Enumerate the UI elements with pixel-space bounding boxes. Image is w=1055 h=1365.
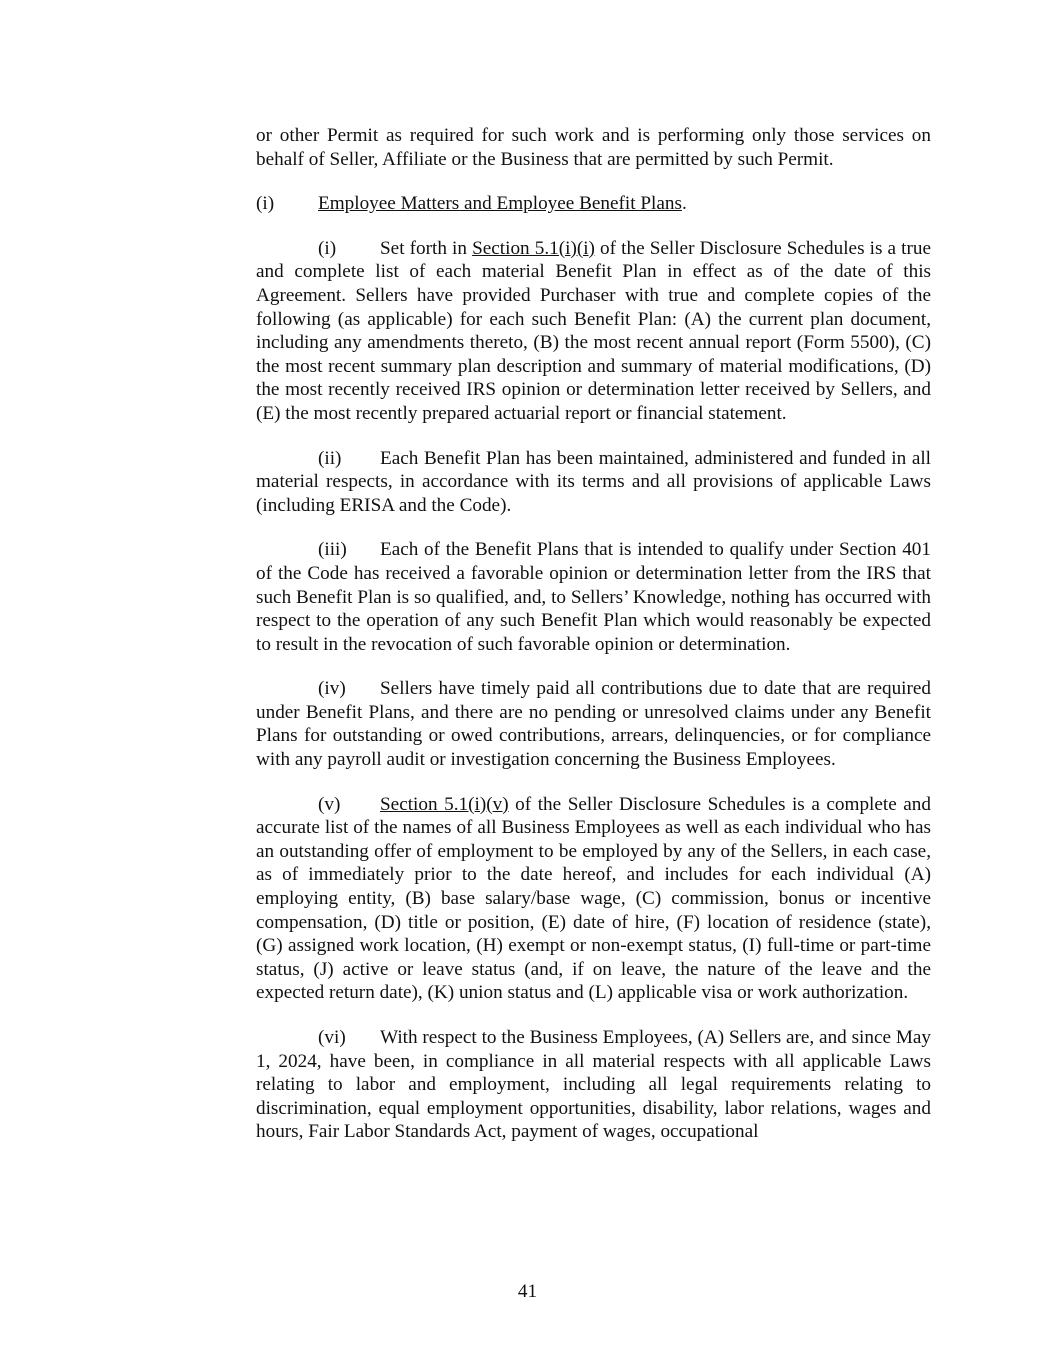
paragraph-ii-label: (ii) — [318, 447, 342, 469]
paragraph-i-text: of the Seller Disclosure Schedules is a true and complete list of each material Benefit Plan in effect as of the date of this Agreement. Sellers have provided Purchaser with true and complete copies of the following (as applicable) for each such Benefit Plan: (A) the current plan document, including any amendments thereto, (B) the most recent annual report (Form 5500), (C) the most recent summary plan description and summary of material modifications, (D) the most recently received IRS opinion or determination letter received by Sellers, and (E) the most recently prepared actuarial report or financial statement. — [256, 237, 932, 424]
paragraph-vi-label: (vi) — [318, 1027, 346, 1048]
paragraph-iii-label: (iii) — [318, 539, 347, 561]
paragraph-iii — [256, 538, 931, 656]
paragraph-i-label: (i) — [318, 237, 337, 259]
page-number: 41 — [517, 1281, 538, 1302]
paragraph-iv — [256, 677, 931, 771]
section-reference-link: Section 5.1(i)(i) — [472, 237, 595, 259]
section-heading — [256, 192, 931, 216]
paragraph-iv-label: (iv) — [318, 678, 346, 700]
section-heading-label: (i) — [256, 193, 275, 215]
paragraph-v — [256, 793, 931, 1005]
paragraph-i-pre: Set forth in — [380, 237, 473, 259]
paragraph-ii — [256, 447, 931, 518]
section-heading-trail: . — [681, 193, 687, 215]
section-reference-link: Section 5.1(i)(v) — [380, 793, 509, 815]
paragraph-vi — [256, 1026, 931, 1144]
paragraph-v-label: (v) — [318, 793, 341, 815]
paragraph-vi-text: With respect to the Business Employees, (A) Sellers are, and since May 1, 2024, have been, in compliance in all material respects with all applicable Laws relating to labor and employment, including all legal requirements relating to discrimination, equal employment opportunities, disability, labor relations, wages and hours, Fair Labor Standards Act, payment of wages, occupational — [256, 1027, 931, 1143]
intro-paragraph: or other Permit as required for such work and is performing only those services on behalf of Seller, Affiliate or the Business that are permitted by such Permit. — [256, 125, 931, 170]
document-page — [256, 124, 931, 1144]
paragraph-i — [256, 237, 931, 426]
paragraph-ii-text: Each Benefit Plan has been maintained, administered and funded in all material respects, in accordance with its terms and all provisions of applicable Laws (including ERISA and the Code). — [256, 447, 931, 516]
paragraph-iii-text: Each of the Benefit Plans that is intended to qualify under Section 401 of the Code has received a favorable opinion or determination letter from the IRS that such Benefit Plan is so qualified, and, to Sellers’ Knowledge, nothing has occurred with respect to the operation of any such Benefit Plan which would reasonably be expected to result in the revocation of such favorable opinion or determination. — [256, 539, 931, 655]
section-heading-title: Employee Matters and Employee Benefit Plans — [318, 193, 682, 215]
paragraph-v-text: of the Seller Disclosure Schedules is a complete and accurate list of the names of all Business Employees as well as each individual who has an outstanding offer of employment to be employed by any of the Sellers, in each case, as of immediately prior to the date hereof, and includes for each individual (A) employing entity, (B) base salary/base wage, (C) commission, bonus or incentive compensation, (D) title or position, (E) date of hire, (F) location of residence (state), (G) assigned work location, (H) exempt or non-exempt status, (I) full-time or part-time status, (J) active or leave status (and, if on leave, the nature of the leave and the expected return date), (K) union status and (L) applicable visa or work authorization. — [256, 793, 931, 1004]
paragraph-iv-text: Sellers have timely paid all contributions due to date that are required under Benefit Plans, and there are no pending or unresolved claims under any Benefit Plans for outstanding or owed contributions, arrears, delinquencies, or for compliance with any payroll audit or investigation concerning the Business Employees. — [256, 678, 931, 771]
